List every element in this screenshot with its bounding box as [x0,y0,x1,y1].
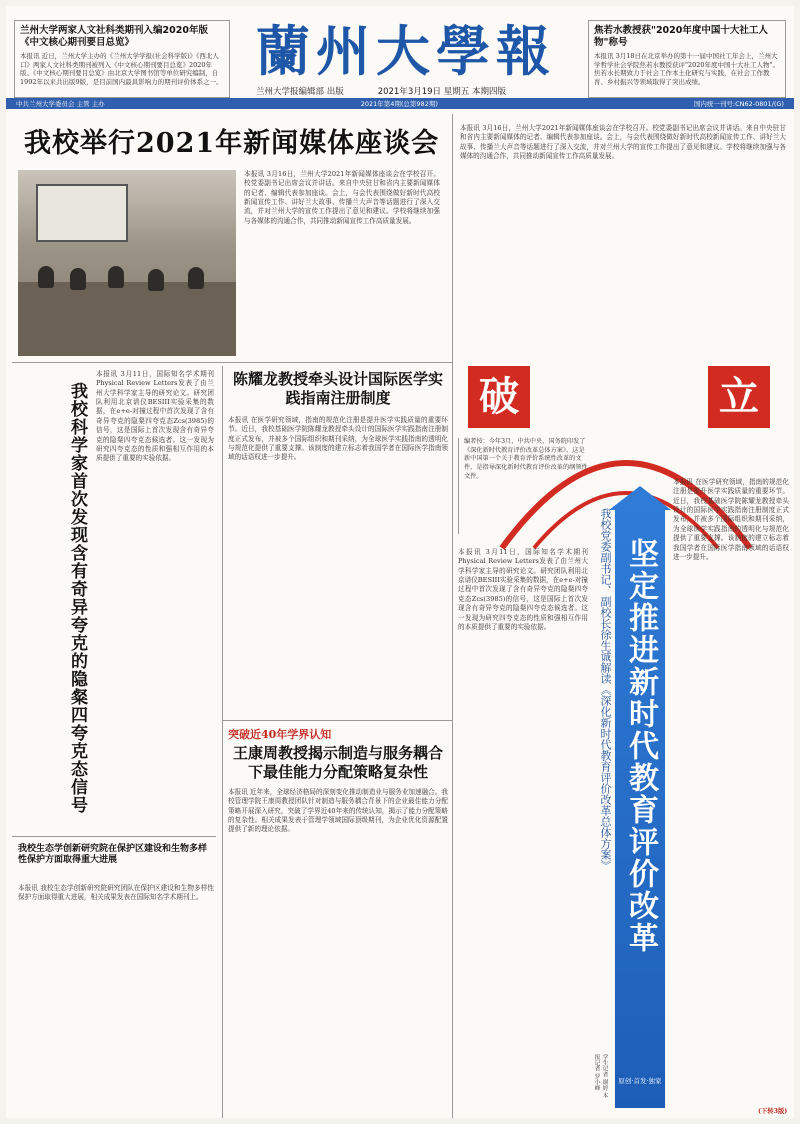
photo-person [108,266,124,288]
bar-sponsor: 中共兰州大学委员会 主管 主办 [16,100,105,108]
photo-person [70,268,86,290]
stand-char: 立 [708,366,770,428]
teaser-left-title: 兰州大学两家人文社科类期刊入编2020年版《中文核心期刊要目总览》 [20,25,208,48]
lead-headline[interactable]: 我校举行2021年新闻媒体座谈会 [24,128,440,159]
teaser-right-body: 本报讯 3月18日在北京举办的第十一届中国社工年会上，兰州大学哲学社会学院焦若水教授获评"2020年度中国十大社工人物"。焦若水长期致力于社会工作本土化研究与实践，在社会工作教育、乡村振兴等领域取得了突出成绩。 [594,51,780,87]
feature-body-left: 本报讯 3月11日，国际知名学术期刊Physical Review Letters发表了由兰州大学科学家主导的研究论文。研究团队利用北京谱仪BESIII实验采集的数据，在e+e-对撞过程中首次发现了含有奇异夸克的隐粲四夸克态Zcs(3985)的信号，这是国际上首次发现含有奇异夸克的隐粲四夸克态候选者。这一发现为研究四夸克态的性质和强相互作用的本质提供了重要的实验依据。 [458,548,588,631]
divider [452,114,453,1118]
feature-headline[interactable]: 坚定推进新时代教育评价改革 [623,538,658,954]
left-sub-title[interactable]: 我校生态学创新研究院在保护区建设和生物多样性保护方面取得重大进展 [18,844,208,866]
photo-person [38,266,54,288]
masthead-date: 2021年3月19日 星期五 本期四版 [377,87,506,97]
feature-tag: 原创·首发·独家 [615,1074,665,1087]
masthead-info [256,85,576,97]
editor-note: 编者按：今年3月，中共中央、国务院印发了《深化新时代教育评价改革总体方案》，这是新中国第一个关于教育评价系统性改革的文件，是指导深化新时代教育评价改革的纲领性文件。 [458,438,588,534]
break-char: 破 [468,366,530,428]
photo-screen [36,184,128,242]
mid-story-body: 本报讯 在医学研究领域，指南的规范化注册是提升医学实践质量的重要环节。近日，我校基础医学院陈耀龙教授牵头设计的国际医学实践指南注册制度正式发布，并被多个国际组织和期刊采纳，为全球医学实践指南的透明化与规范化提供了重要支撑。该制度的建立标志着我国学者在国际医学指南领域的话语权进一步提升。 [228,416,448,462]
left-sub-body: 本报讯 我校生态学创新研究院研究团队在保护区建设和生物多样性保护方面取得重大进展，相关成果发表在国际知名学术期刊上。 [18,884,214,902]
continue-note[interactable]: (下转3版) [758,1108,788,1115]
masthead-title: 蘭州大學報 [256,19,556,83]
right-top-body: 本报讯 3月16日，兰州大学2021年新闻媒体座谈会在学校召开。校党委副书记出席会议并讲话。来自中央驻甘和省内主要新闻媒体的记者、编辑代表参加座谈。会上，与会代表围绕做好新时代高校新闻宣传工作、讲好兰大故事、传播兰大声音等话题进行了深入交流，并对兰州大学的宣传工作提出了意见和建议。学校将继续加强与各媒体的沟通合作，共同推动新闻宣传工作高质量发展。 [460,124,786,161]
mid-story-title[interactable]: 陈耀龙教授牵头设计国际医学实践指南注册制度 [232,370,443,408]
bottom-story-body: 本报讯 近年来，全球经济格局的深刻变化推动制造业与服务业加速融合。我校管理学院王康周教授团队针对制造与服务耦合背景下的企业最佳能力分配策略开展深入研究，突破了学界近40年来的传统认知，揭示了能力分配策略的复杂性。相关成果发表于管理学领域国际顶级期刊，为企业优化资源配置提供了新的理论依据。 [228,788,448,834]
newspaper-page [6,6,794,1118]
bottom-story-title[interactable]: 王康周教授揭示制造与服务耦合下最佳能力分配策略复杂性 [232,744,443,782]
feature-byline: 学生记者 谢婷 本报记者 罗小峰 [593,1054,607,1099]
meeting-photo [18,170,236,356]
photo-person [148,269,164,291]
feature-subheadline: 我校党委副书记、副校长徐生诚解读《深化新时代教育评价改革总体方案》 [599,508,612,871]
lead-body: 本报讯 3月16日，兰州大学2021年新闻媒体座谈会在学校召开。校党委副书记出席会议并讲话。来自中央驻甘和省内主要新闻媒体的记者、编辑代表参加座谈。会上，与会代表围绕做好新时代高校新闻宣传工作、讲好兰大故事、传播兰大声音等话题进行了深入交流，并对兰州大学的宣传工作提出了意见和建议。学校将继续加强与各媒体的沟通合作，共同推动新闻宣传工作高质量发展。 [244,170,440,225]
divider [12,362,452,363]
feature-poster [458,358,794,1118]
divider [12,836,216,837]
photo-table [18,282,236,356]
masthead-bar [6,98,794,109]
divider [222,366,223,1118]
teaser-left-body: 本报讯 近日，兰州大学主办的《兰州大学学报(社会科学版)》《西北人口》两家人文社科类期刊被列入《中文核心期刊要目总览》2020年版。《中文核心期刊要目总览》由北京大学图书馆等单位研究编制，自1992年以来共出版9版，是目前国内最具影响力的期刊评价体系之一。 [20,51,223,87]
left-story-body: 本报讯 3月11日，国际知名学术期刊Physical Review Letters发表了由兰州大学科学家主导的研究论文。研究团队利用北京谱仪BESIII实验采集的数据，在e+e-对撞过程中首次发现了含有奇异夸克的隐粲四夸克态Zcs(3985)的信号，这是国际上首次发现含有奇异夸克的隐粲四夸克态候选者。这一发现为研究四夸克态的性质和强相互作用的本质提供了重要的实验依据。 [96,370,214,463]
feature-body: 本报讯 在医学研究领域，指南的规范化注册是提升医学实践质量的重要环节。近日，我校基础医学院陈耀龙教授牵头设计的国际医学实践指南注册制度正式发布，并被多个国际组织和期刊采纳，为全球医学实践指南的透明化与规范化提供了重要支撑。该制度的建立标志着我国学者在国际医学指南领域的话语权进一步提升。 [673,478,789,561]
teaser-right-box[interactable] [588,20,786,98]
left-story-title[interactable]: 我校科学家首次发现含有奇异夸克的隐粲四夸克态信号 [67,382,87,814]
photo-person [188,267,204,289]
masthead-publisher: 兰州大学报编辑部 出版 [256,87,344,97]
teaser-left-box[interactable] [14,20,230,98]
divider [222,720,452,721]
bar-issue: 2021年第4期(总第982期) [360,100,438,108]
teaser-right-title: 焦若水教授获"2020年度中国十大社工人物"称号 [594,25,768,48]
bar-serial: 国内统一刊号:CN62-0801/(G) [693,100,784,108]
bottom-kicker: 突破近40年学界认知 [228,728,332,741]
